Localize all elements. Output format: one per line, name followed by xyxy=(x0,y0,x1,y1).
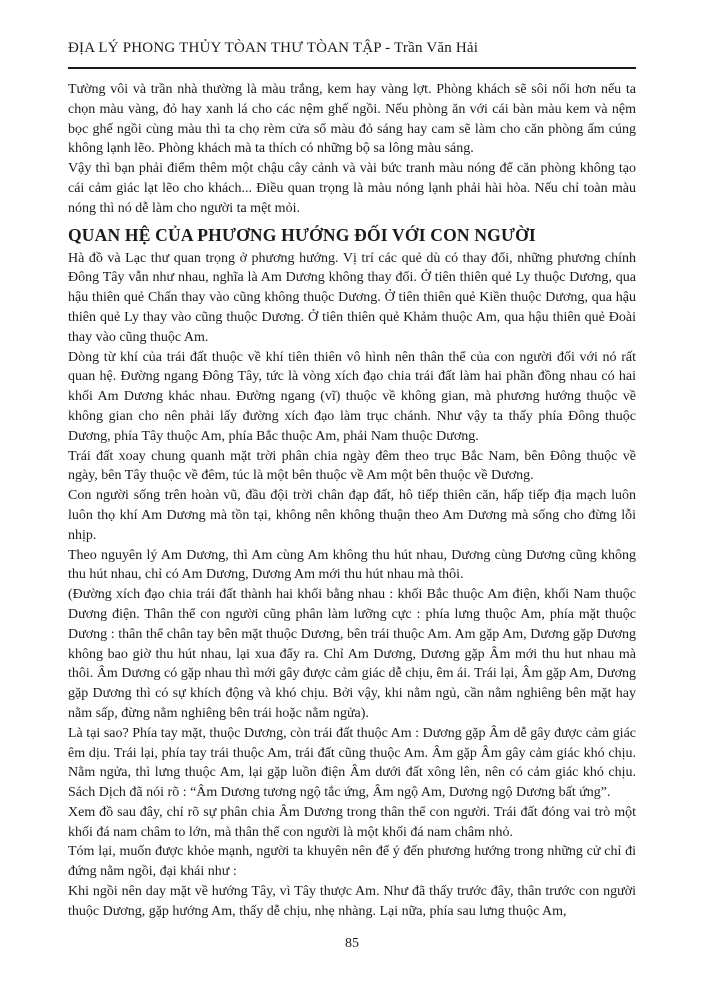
page-header xyxy=(68,40,636,69)
body-paragraph: Tóm lại, muốn được khỏe mạnh, người ta khuyên nên để ý đến phương hướng trong những cử chỉ đi đứng nằm ngồi, đại khái như : xyxy=(68,844,636,880)
body-paragraph: Xem đồ sau đây, chỉ rõ sự phân chia Âm Dương trong thân thể con người. Trái đất đóng vai trò một khối đá nam châm to lớn, mà thân thể con người là một khối đá nam châm nhỏ. xyxy=(68,804,636,840)
body-paragraph: Dòng từ khí của trái đất thuộc về khí tiên thiên vô hình nên thân thể của con người đối với nó rất quan hệ. Đường ngang Đông Tây, tức là vòng xích đạo chia trái đất làm hai phần đồng nhau có hai khối Am Dương khác nhau. Đường ngang (vĩ) thuộc về không gian, mà phương hướng thuộc về không gian cho nên phải lấy đường xích đạo làm trục chánh. Như vậy ta thấy phía Đông thuộc Dương, phía Tây thuộc Am, phía Bắc thuộc Am, phải Nam thuộc Dương. xyxy=(68,349,636,444)
body-paragraph: Trái đất xoay chung quanh mặt trời phân chia ngày đêm theo trục Bắc Nam, bên Đông thuộc về ngày, bên Tây thuộc về đêm, túc là một bên thuộc về Am một bên thuộc về Dương. xyxy=(68,448,636,484)
section-heading: QUAN HỆ CỦA PHƯƠNG HƯỚNG ĐỐI VỚI CON NGƯỜI xyxy=(68,224,536,245)
body-paragraph: Theo nguyên lý Am Dương, thì Am cùng Am không thu hút nhau, Dương cùng Dương cũng không thu hút nhau, chỉ có Am Dương, Dương Am mới thu hút nhau mà thôi. xyxy=(68,547,636,583)
body-paragraph: Là tại sao? Phía tay mặt, thuộc Dương, còn trái đất thuộc Am : Dương gặp Âm dễ gây được cảm giác êm dịu. Trái lại, phía tay trái thuộc Am, trái đất cũng thuộc Am. Âm gặp Âm gây cảm giác khó chịu. Nằm ngửa, thì lưng thuộc Am, lại gặp luồn điện Âm dưới đất xông lên, nên có cảm giác khó chịu. Sách Dịch đã nói rõ : “Âm Dương tương ngộ tắc ứng, Âm ngộ Am, Dương ngộ Dương bất ứng”. xyxy=(68,725,636,801)
body-paragraph: Hà đồ và Lạc thư quan trọng ở phương hướng. Vị trí các quẻ dù có thay đổi, những phương chính Đông Tây vẫn như nhau, nghĩa là Am Dương không thay đổi. Ở tiên thiên quẻ Ly thuộc Dương, qua hậu thiên quẻ Chấn thay vào cũng không thuộc Dương. Ở tiên thiên quẻ Kiền thuộc Dương, qua hậu thiên quẻ Ly thay vào cũng thuộc Dương. Ở tiên thiên quẻ Khảm thuộc Am, qua hậu thiên quẻ Đoài thay vào cũng thuộc Am. xyxy=(68,250,636,345)
body-paragraph: Vậy thì bạn phải điểm thêm một chậu cây cảnh và vài bức tranh màu nóng để căn phòng không tạo cái cảm giác lạt lẽo cho khách... Điều quan trọng là màu nóng lạnh phải hài hòa. Nếu chỉ toàn màu nóng thì nó dễ làm cho người ta mệt mỏi. xyxy=(68,161,636,216)
page-footer xyxy=(68,934,636,952)
body-paragraph: Con người sống trên hoàn vũ, đầu đội trời chân đạp đất, hô tiếp thiên căn, hấp tiếp địa mạch luôn luôn thọ khí Am Dương mà tồn tại, không nên không thuận theo Am Dương mà sống cho đừng lỗi nhịp. xyxy=(68,488,636,543)
running-head-title: ĐỊA LÝ PHONG THỦY TÒAN THƯ TÒAN TẬP - Trần Văn Hải xyxy=(68,40,479,56)
body-paragraph: (Đường xích đạo chia trái đất thành hai khối bằng nhau : khối Bắc thuộc Am điện, khối Nam thuộc Dương điện. Thân thể con người cũng phân làm lưỡng cực : phía lưng thuộc Am, phía mặt thuộc Dương : thân thể chân tay bên mặt thuộc Dương, bên trái thuộc Am. Am gặp Am, Dương gặp Dương không bao giờ thu hút nhau, lại xua đẩy ra. Chỉ Am Dương, Dương gặp Âm mới thu hut nhau mà thôi. Âm Dương có gặp nhau thì mới gây được cảm giác dễ chịu, êm ái. Trái lại, Âm gặp Am, Dương gặp Dương thì có sự khích động và khó chịu. Bởi vậy, khi nằm ngủ, cần nằm nghiêng bên mặt hay nằm sấp, đừng nằm nghiêng bên trái hoặc nằm ngửa). xyxy=(68,587,636,721)
body-paragraph: Tường vôi và trần nhà thường là màu trắng, kem hay vàng lợt. Phòng khách sẽ sôi nổi hơn nếu ta chọn màu vàng, đỏ hay xanh lá cho các nệm ghế ngồi. Nếu phòng ăn với cái bàn màu kem và nệm bọc ghế ngồi cùng màu thì ta chọ rèm cửa sổ màu đỏ sáng hay cam sẽ làm cho căn phòng ấm cúng không lạnh lẽo. Phòng khách mà ta thích có những bộ sa lông màu sáng. xyxy=(68,82,636,157)
page-body xyxy=(68,80,636,922)
body-paragraph: Khi ngồi nên day mặt về hướng Tây, vì Tây thược Am. Như đã thấy trước đây, thân trước con người thuộc Dương, gặp hướng Am, thấy dễ chịu, nhẹ nhàng. Lại nữa, phía sau lưng thuộc Am, xyxy=(68,884,636,919)
page-number: 85 xyxy=(345,936,359,951)
